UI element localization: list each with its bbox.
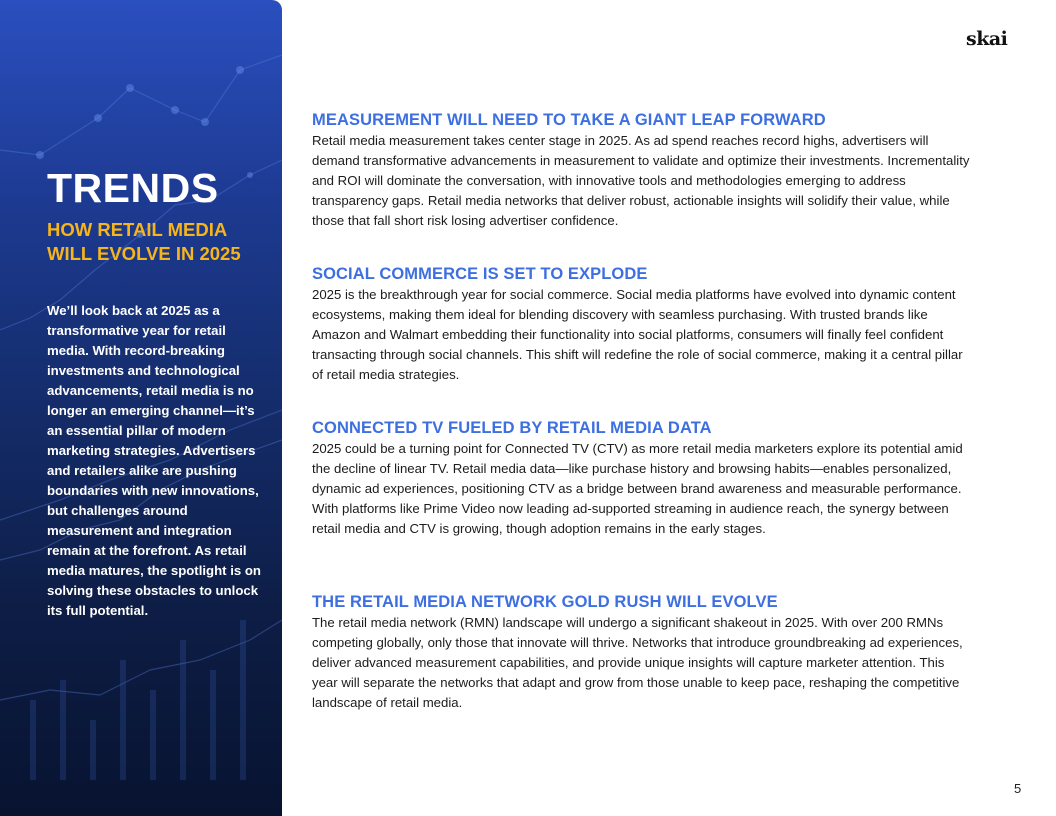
- section-body: The retail media network (RMN) landscape will undergo a significant shakeout in 2025. With over 200 RMNs competing globally, only those that innovate will thrive. Networks that introduce groundbreaking ad experiences, deliver advanced measurement capabilities, and provide unique insights will capture marketer attention. This year will separate the networks that adapt and grow from those unable to keep pace, reshaping the competitive landscape of retail media.: [312, 615, 963, 710]
- section-rmn-gold-rush: [312, 591, 972, 713]
- section-heading: MEASUREMENT WILL NEED TO TAKE A GIANT LEAP FORWARD: [312, 111, 826, 129]
- section-social-commerce: [312, 263, 972, 385]
- section-heading: CONNECTED TV FUELED BY RETAIL MEDIA DATA: [312, 419, 712, 437]
- sidebar-panel: [0, 0, 282, 816]
- section-measurement: [312, 109, 972, 231]
- section-heading: SOCIAL COMMERCE IS SET TO EXPLODE: [312, 265, 648, 283]
- sidebar-intro-text: We’ll look back at 2025 as a transformative year for retail media. With record-breaking investments and technological advancements, retail media is no longer an emerging channel—it’s an essential pillar of modern marketing strategies. Advertisers and retailers alike are pushing boundaries with new innovations, but challenges around measurement and integration remain at the forefront. As retail media matures, the spotlight is on solving these obstacles to unlock its full potential.: [47, 303, 261, 618]
- skai-logo: skai: [966, 28, 1008, 50]
- section-connected-tv: [312, 417, 972, 539]
- section-heading: THE RETAIL MEDIA NETWORK GOLD RUSH WILL EVOLVE: [312, 593, 778, 611]
- page-number: 5: [1014, 781, 1022, 796]
- section-body: 2025 could be a turning point for Connected TV (CTV) as more retail media marketers explore its potential amid the decline of linear TV. Retail media data—like purchase history and browsing habits—enables personalized, dynamic ad experiences, positioning CTV as a bridge between brand awareness and measurable performance. With platforms like Prime Video now leading ad-supported streaming in audience reach, the synergy between retail media and CTV is growing, though adoption remains in the early stages.: [312, 441, 963, 536]
- sidebar-subtitle: HOW RETAIL MEDIA WILL EVOLVE IN 2025: [47, 219, 241, 264]
- section-body: Retail media measurement takes center stage in 2025. As ad spend reaches record highs, advertisers will demand transformative advancements in measurement to validate and optimize their investments. Incrementality and ROI will dominate the conversation, with innovative tools and methodologies emerging to address transparency gaps. Retail media networks that deliver robust, actionable insights will solidify their value, while those that fall short risk losing advertiser confidence.: [312, 133, 970, 228]
- section-body: 2025 is the breakthrough year for social commerce. Social media platforms have evolved into dynamic content ecosystems, making them ideal for blending discovery with seamless purchasing. With trusted brands like Amazon and Walmart embedding their functionality into social platforms, consumers will finally feel confident transacting through social channels. This shift will redefine the role of social commerce, making it a central pillar of retail media strategies.: [312, 287, 963, 382]
- sidebar-title: TRENDS: [47, 165, 219, 211]
